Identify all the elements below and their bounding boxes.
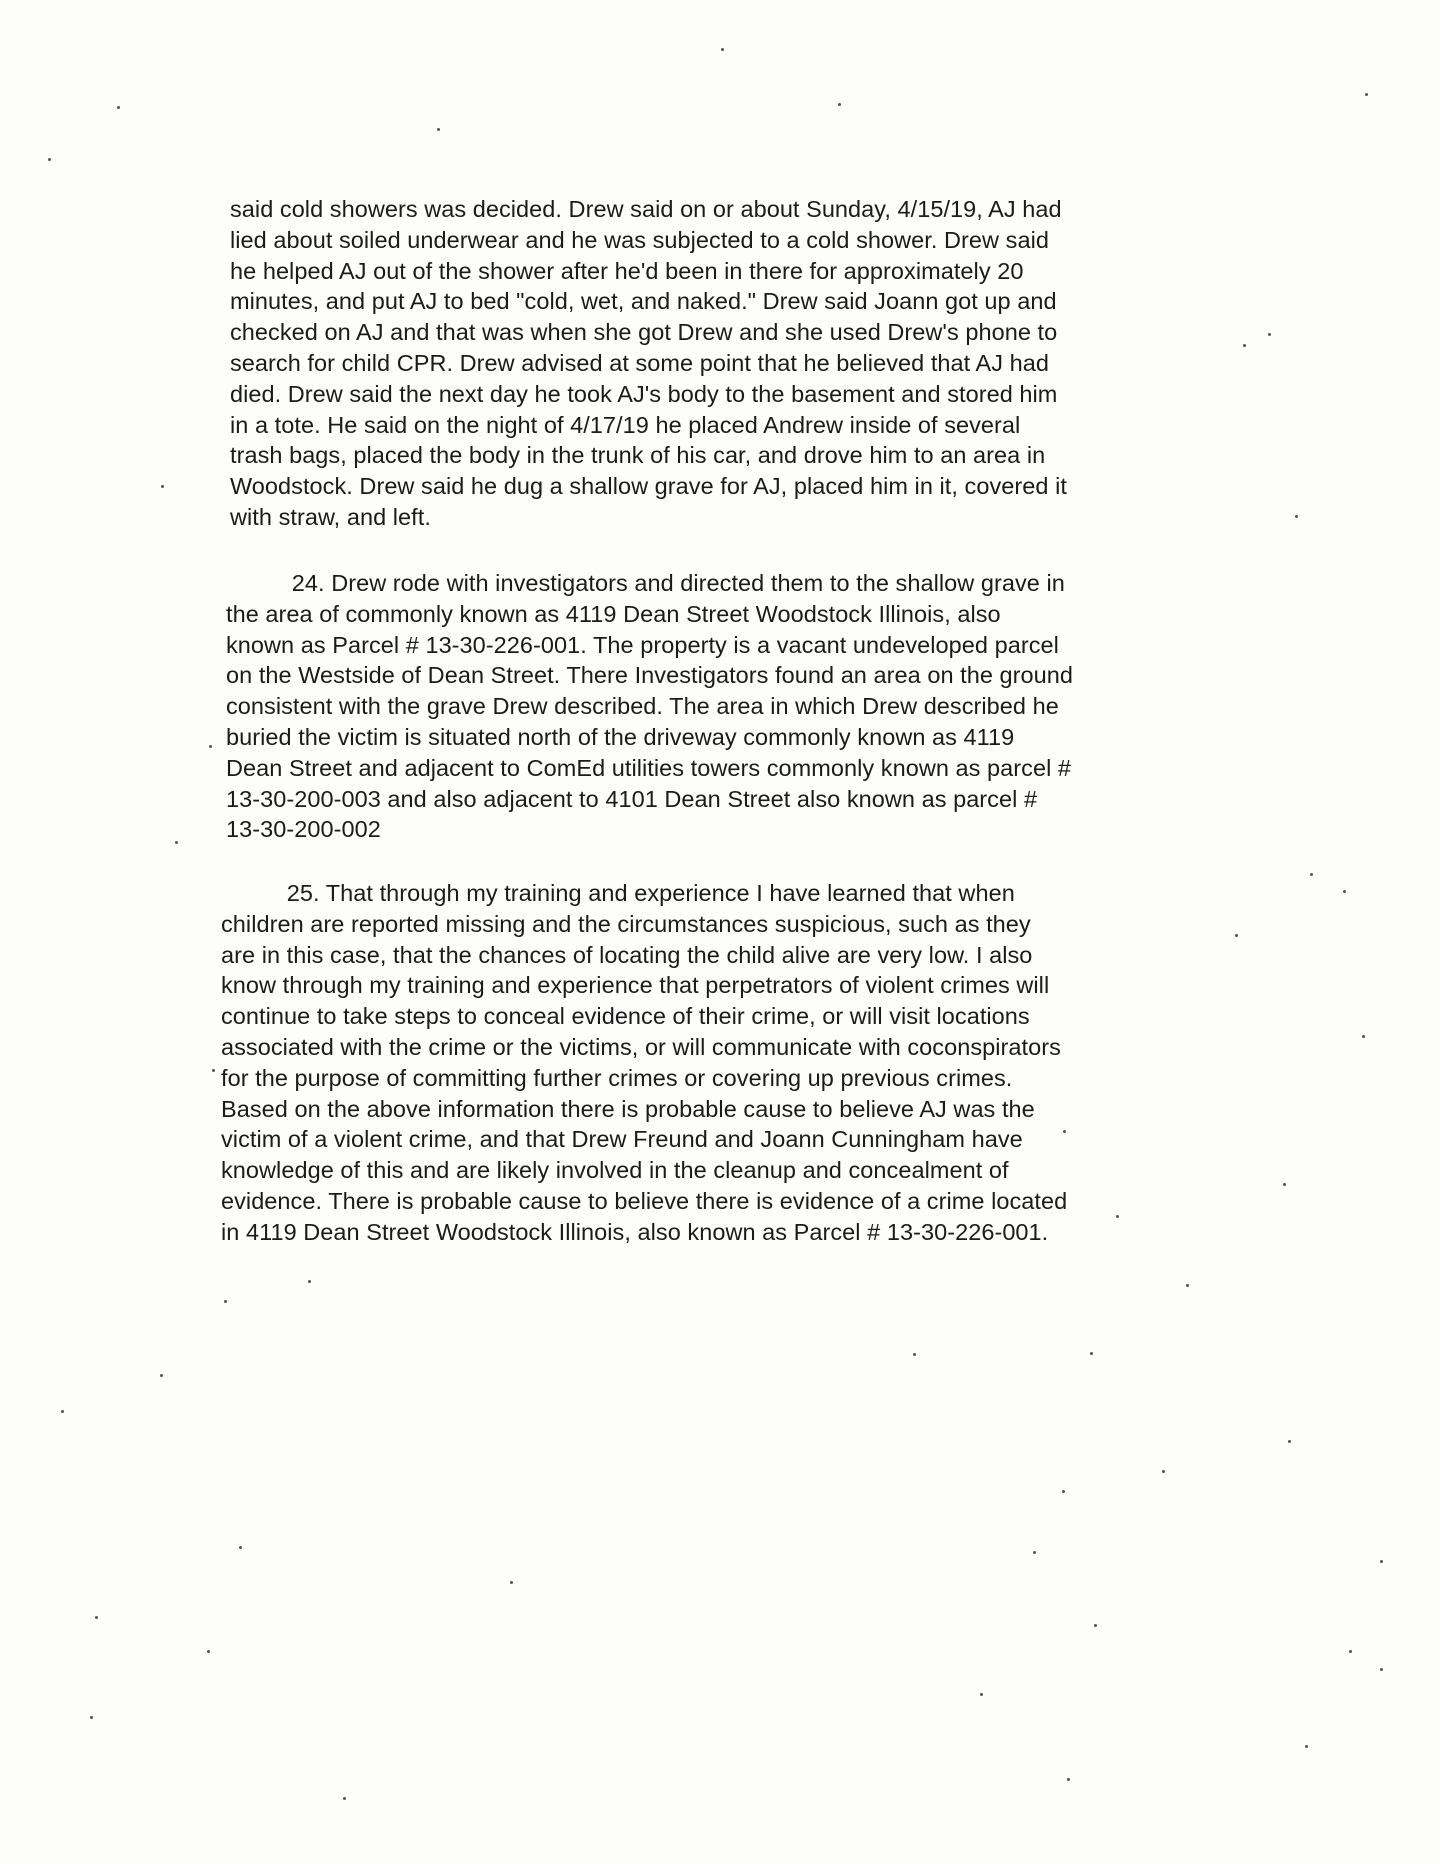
scan-speck	[175, 841, 178, 844]
scan-speck	[343, 1797, 346, 1800]
text-line: minutes, and put AJ to bed "cold, wet, and naked." Drew said Joann got up and	[230, 288, 1057, 315]
scan-speck	[510, 1581, 513, 1584]
scan-speck	[1186, 1284, 1189, 1287]
scan-speck	[224, 1300, 227, 1303]
text-line: died. Drew said the next day he took AJ's body to the basement and stored him	[230, 380, 1058, 407]
scan-speck	[61, 1410, 64, 1413]
paragraph-25	[221, 878, 1067, 1248]
scan-speck	[1380, 1560, 1383, 1563]
text-line: known as Parcel # 13-30-226-001. The property is a vacant undeveloped parcel	[226, 631, 1059, 658]
scan-speck	[239, 1546, 242, 1549]
scan-speck	[1268, 333, 1271, 336]
text-line: are in this case, that the chances of locating the child alive are very low. I also	[221, 941, 1033, 968]
text-line: 13-30-200-002	[226, 816, 381, 843]
scan-speck	[1162, 1470, 1165, 1473]
scan-speck	[1343, 890, 1346, 893]
scan-speck	[1349, 1650, 1352, 1653]
scan-speck	[95, 1616, 98, 1619]
text-line: 25. That through my training and experience I have learned that when	[221, 880, 1015, 906]
text-line: trash bags, placed the body in the trunk of his car, and drove him to an area in	[230, 442, 1046, 469]
text-line: he helped AJ out of the shower after he'd been in there for approximately 20	[230, 257, 1024, 284]
scan-speck	[913, 1353, 916, 1356]
scan-speck	[48, 158, 51, 161]
text-line: buried the victim is situated north of the driveway commonly known as 4119	[226, 723, 1015, 750]
text-line: evidence. There is probable cause to believe there is evidence of a crime located	[221, 1187, 1068, 1214]
scan-speck	[1283, 1183, 1286, 1186]
scan-speck	[980, 1693, 983, 1696]
scan-speck	[1033, 1551, 1036, 1554]
scan-speck	[1243, 344, 1246, 347]
text-line: 24. Drew rode with investigators and directed them to the shallow grave in	[226, 570, 1065, 596]
text-line: Dean Street and adjacent to ComEd utilities towers commonly known as parcel #	[226, 754, 1072, 781]
scan-speck	[117, 106, 120, 109]
text-line: on the Westside of Dean Street. There Investigators found an area on the ground	[226, 662, 1074, 689]
text-line: 13-30-200-003 and also adjacent to 4101 Dean Street also known as parcel #	[226, 785, 1038, 812]
text-line: victim of a violent crime, and that Drew Freund and Joann Cunningham have	[221, 1126, 1023, 1153]
scan-speck	[1116, 1215, 1119, 1218]
scan-speck	[1295, 515, 1298, 518]
text-line: search for child CPR. Drew advised at some point that he believed that AJ had	[230, 349, 1049, 376]
scan-speck	[1362, 1035, 1365, 1038]
scan-speck	[1062, 1490, 1065, 1493]
scan-speck	[161, 485, 164, 488]
text-line: know through my training and experience that perpetrators of violent crimes will	[221, 972, 1050, 999]
scan-speck	[160, 1374, 163, 1377]
scan-speck	[90, 1716, 93, 1719]
text-line: for the purpose of committing further crimes or covering up previous crimes.	[221, 1064, 1013, 1091]
scan-speck	[212, 1069, 215, 1072]
scan-speck	[437, 128, 440, 131]
scan-speck	[721, 48, 724, 51]
scan-speck	[308, 1280, 311, 1283]
text-line: in 4119 Dean Street Woodstock Illinois, also known as Parcel # 13-30-226-001.	[221, 1218, 1049, 1245]
scan-speck	[1094, 1624, 1097, 1627]
text-line: Based on the above information there is probable cause to believe AJ was the	[221, 1095, 1035, 1122]
scan-speck	[1235, 934, 1238, 937]
text-line: the area of commonly known as 4119 Dean Street Woodstock Illinois, also	[226, 600, 1001, 627]
scan-speck	[1067, 1778, 1070, 1781]
scan-speck	[1380, 1668, 1383, 1671]
text-line: said cold showers was decided. Drew said on or about Sunday, 4/15/19, AJ had	[230, 196, 1062, 222]
scan-speck	[1305, 1745, 1308, 1748]
scan-speck	[209, 745, 212, 748]
text-line: lied about soiled underwear and he was subjected to a cold shower. Drew said	[230, 226, 1049, 253]
paragraph-24	[226, 568, 1073, 845]
text-line: knowledge of this and are likely involved in the cleanup and concealment of	[221, 1157, 1009, 1184]
text-line: with straw, and left.	[230, 503, 431, 530]
scan-speck	[1090, 1352, 1093, 1355]
text-line: in a tote. He said on the night of 4/17/19 he placed Andrew inside of several	[230, 411, 1021, 438]
text-line: Woodstock. Drew said he dug a shallow grave for AJ, placed him in it, covered it	[230, 473, 1067, 500]
scan-speck	[1310, 873, 1313, 876]
text-line: checked on AJ and that was when she got Drew and she used Drew's phone to	[230, 319, 1058, 346]
paragraph-23-continuation	[230, 194, 1067, 533]
scan-speck	[207, 1650, 210, 1653]
scan-speck	[838, 103, 841, 106]
text-line: continue to take steps to conceal evidence of their crime, or will visit locations	[221, 1003, 1030, 1030]
text-line: consistent with the grave Drew described. The area in which Drew described he	[226, 693, 1059, 720]
text-line: children are reported missing and the circumstances suspicious, such as they	[221, 910, 1031, 937]
scan-speck	[1365, 93, 1368, 96]
scan-speck	[1288, 1440, 1291, 1443]
text-line: associated with the crime or the victims, or will communicate with coconspirators	[221, 1033, 1061, 1060]
